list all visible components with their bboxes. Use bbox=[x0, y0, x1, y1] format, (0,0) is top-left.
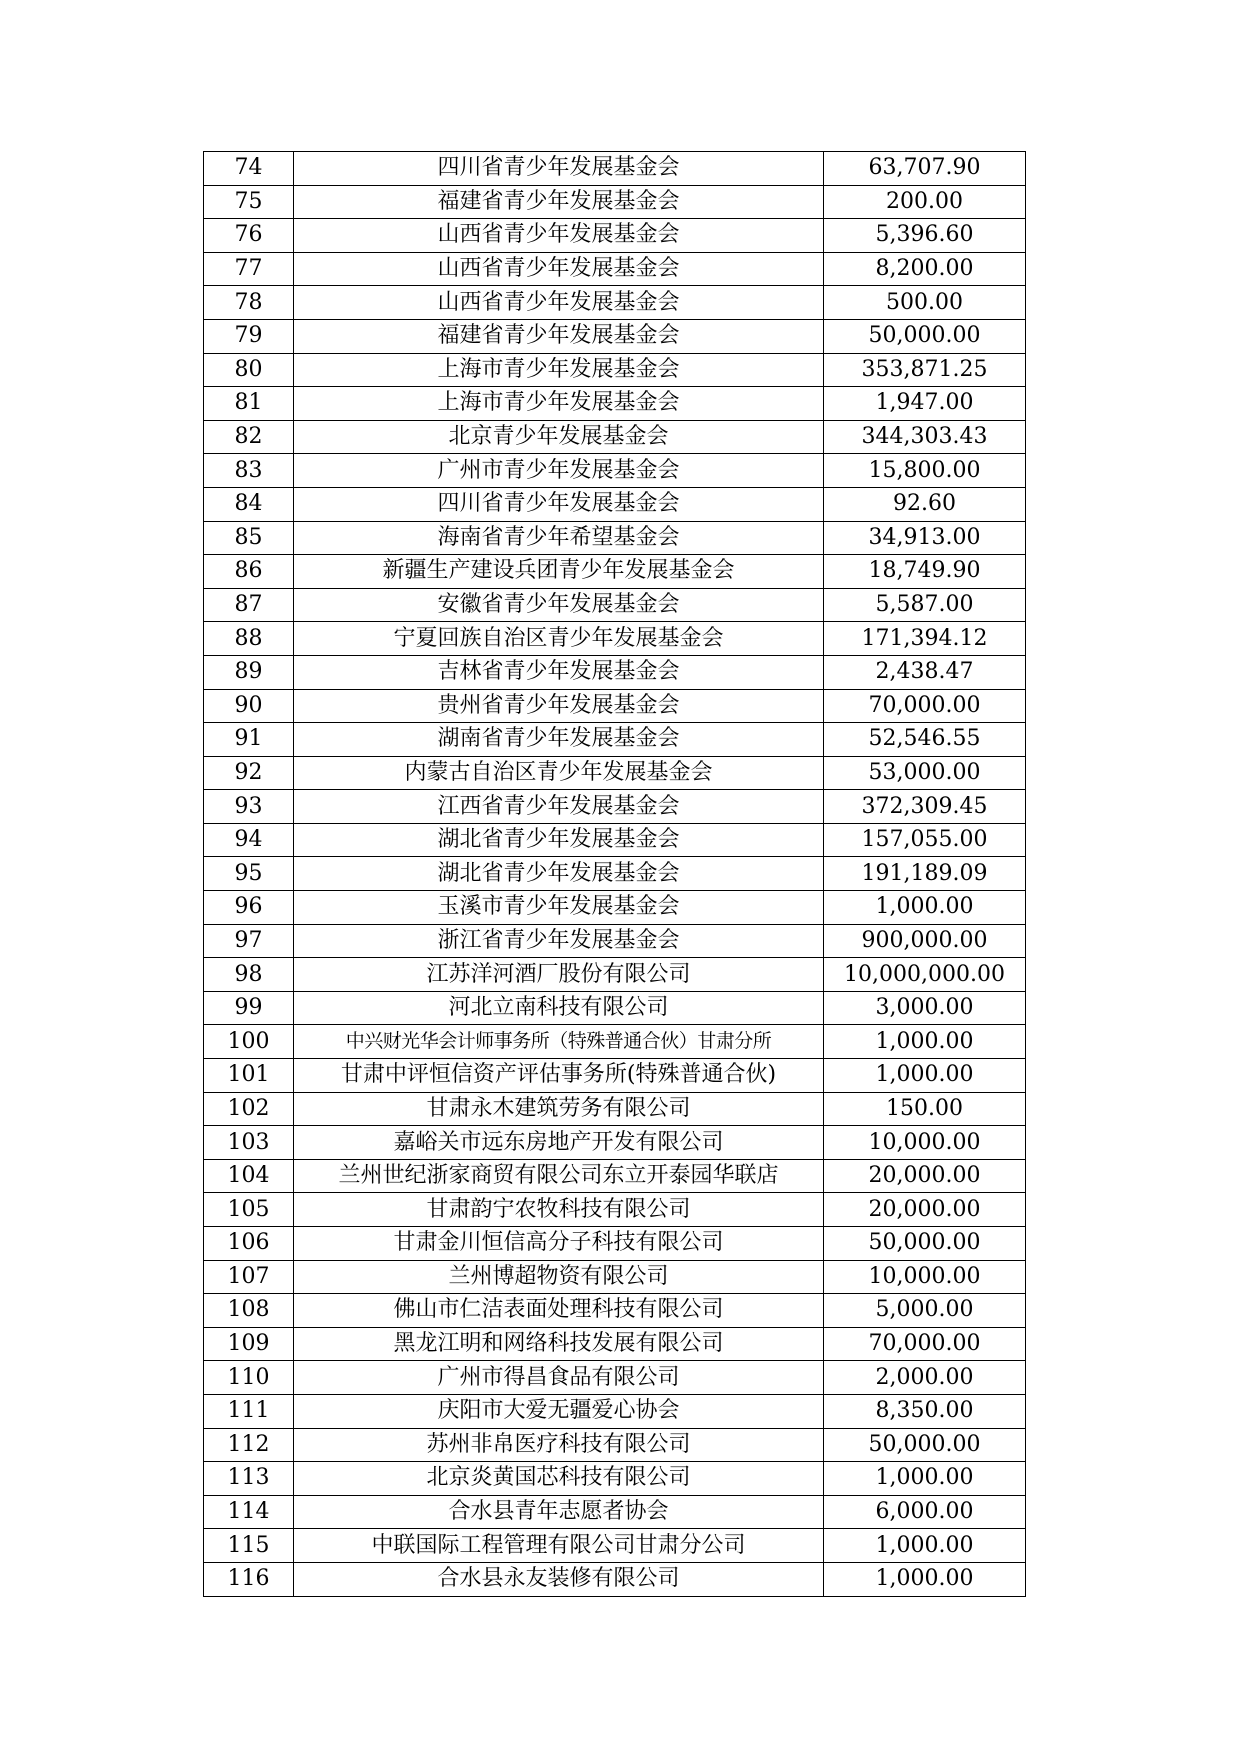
amount-cell: 171,394.12 bbox=[824, 622, 1026, 656]
amount-cell: 34,913.00 bbox=[824, 521, 1026, 555]
table-row bbox=[204, 723, 1026, 757]
row-number-cell: 92 bbox=[204, 756, 294, 790]
row-number-cell: 97 bbox=[204, 924, 294, 958]
table-row bbox=[204, 588, 1026, 622]
row-number-cell: 95 bbox=[204, 857, 294, 891]
row-number-cell: 105 bbox=[204, 1193, 294, 1227]
donor-name-cell: 上海市青少年发展基金会 bbox=[294, 387, 824, 421]
donor-name-cell: 吉林省青少年发展基金会 bbox=[294, 655, 824, 689]
amount-cell: 1,000.00 bbox=[824, 1025, 1026, 1059]
row-number-cell: 99 bbox=[204, 991, 294, 1025]
donor-name-cell: 玉溪市青少年发展基金会 bbox=[294, 891, 824, 925]
table-row bbox=[204, 1025, 1026, 1059]
table-row bbox=[204, 790, 1026, 824]
table-row bbox=[204, 387, 1026, 421]
donor-name-cell: 兰州博超物资有限公司 bbox=[294, 1260, 824, 1294]
amount-cell: 50,000.00 bbox=[824, 319, 1026, 353]
table-row bbox=[204, 1462, 1026, 1496]
donor-name-cell: 广州市青少年发展基金会 bbox=[294, 454, 824, 488]
donor-name-cell: 广州市得昌食品有限公司 bbox=[294, 1361, 824, 1395]
table-row bbox=[204, 521, 1026, 555]
amount-cell: 3,000.00 bbox=[824, 991, 1026, 1025]
donor-name-cell: 中联国际工程管理有限公司甘肃分公司 bbox=[294, 1529, 824, 1563]
row-number-cell: 108 bbox=[204, 1294, 294, 1328]
amount-cell: 1,000.00 bbox=[824, 1562, 1026, 1596]
donor-name-cell: 宁夏回族自治区青少年发展基金会 bbox=[294, 622, 824, 656]
donor-name-cell: 山西省青少年发展基金会 bbox=[294, 286, 824, 320]
amount-cell: 20,000.00 bbox=[824, 1159, 1026, 1193]
table-row bbox=[204, 1260, 1026, 1294]
table-row bbox=[204, 891, 1026, 925]
row-number-cell: 79 bbox=[204, 319, 294, 353]
amount-cell: 10,000,000.00 bbox=[824, 958, 1026, 992]
amount-cell: 191,189.09 bbox=[824, 857, 1026, 891]
table-row bbox=[204, 1495, 1026, 1529]
amount-cell: 2,438.47 bbox=[824, 655, 1026, 689]
donor-name-cell: 江西省青少年发展基金会 bbox=[294, 790, 824, 824]
donor-name-cell: 浙江省青少年发展基金会 bbox=[294, 924, 824, 958]
table-row bbox=[204, 1394, 1026, 1428]
amount-cell: 353,871.25 bbox=[824, 353, 1026, 387]
amount-cell: 900,000.00 bbox=[824, 924, 1026, 958]
table-row bbox=[204, 991, 1026, 1025]
row-number-cell: 93 bbox=[204, 790, 294, 824]
amount-cell: 20,000.00 bbox=[824, 1193, 1026, 1227]
table-row bbox=[204, 420, 1026, 454]
donor-name-cell: 苏州非帛医疗科技有限公司 bbox=[294, 1428, 824, 1462]
amount-cell: 5,000.00 bbox=[824, 1294, 1026, 1328]
table-row bbox=[204, 1059, 1026, 1093]
amount-cell: 5,587.00 bbox=[824, 588, 1026, 622]
donor-name-cell: 海南省青少年希望基金会 bbox=[294, 521, 824, 555]
amount-cell: 15,800.00 bbox=[824, 454, 1026, 488]
table-row bbox=[204, 353, 1026, 387]
donor-name-cell: 庆阳市大爱无疆爱心协会 bbox=[294, 1394, 824, 1428]
donor-name-cell: 四川省青少年发展基金会 bbox=[294, 487, 824, 521]
donor-name-cell: 合水县青年志愿者协会 bbox=[294, 1495, 824, 1529]
amount-cell: 1,000.00 bbox=[824, 1529, 1026, 1563]
row-number-cell: 87 bbox=[204, 588, 294, 622]
donor-name-cell: 甘肃中评恒信资产评估事务所(特殊普通合伙) bbox=[294, 1059, 824, 1093]
row-number-cell: 106 bbox=[204, 1227, 294, 1261]
row-number-cell: 77 bbox=[204, 252, 294, 286]
table-row bbox=[204, 1361, 1026, 1395]
donor-name-cell: 黑龙江明和网络科技发展有限公司 bbox=[294, 1327, 824, 1361]
donor-name-cell: 贵州省青少年发展基金会 bbox=[294, 689, 824, 723]
donor-name-cell: 上海市青少年发展基金会 bbox=[294, 353, 824, 387]
amount-cell: 50,000.00 bbox=[824, 1227, 1026, 1261]
row-number-cell: 109 bbox=[204, 1327, 294, 1361]
row-number-cell: 80 bbox=[204, 353, 294, 387]
table-row bbox=[204, 185, 1026, 219]
row-number-cell: 76 bbox=[204, 219, 294, 253]
donor-name-cell: 佛山市仁洁表面处理科技有限公司 bbox=[294, 1294, 824, 1328]
amount-cell: 1,947.00 bbox=[824, 387, 1026, 421]
amount-cell: 150.00 bbox=[824, 1092, 1026, 1126]
table-row bbox=[204, 1562, 1026, 1596]
amount-cell: 200.00 bbox=[824, 185, 1026, 219]
donor-name-cell: 安徽省青少年发展基金会 bbox=[294, 588, 824, 622]
row-number-cell: 102 bbox=[204, 1092, 294, 1126]
donor-name-cell: 福建省青少年发展基金会 bbox=[294, 319, 824, 353]
row-number-cell: 100 bbox=[204, 1025, 294, 1059]
donor-name-cell: 山西省青少年发展基金会 bbox=[294, 252, 824, 286]
donor-name-cell: 湖南省青少年发展基金会 bbox=[294, 723, 824, 757]
table-row bbox=[204, 555, 1026, 589]
row-number-cell: 115 bbox=[204, 1529, 294, 1563]
table-row bbox=[204, 1327, 1026, 1361]
row-number-cell: 116 bbox=[204, 1562, 294, 1596]
amount-cell: 63,707.90 bbox=[824, 152, 1026, 186]
table-row bbox=[204, 689, 1026, 723]
amount-cell: 10,000.00 bbox=[824, 1126, 1026, 1160]
donor-name-cell: 甘肃金川恒信高分子科技有限公司 bbox=[294, 1227, 824, 1261]
donation-table bbox=[203, 151, 1026, 1597]
table-row bbox=[204, 1193, 1026, 1227]
amount-cell: 500.00 bbox=[824, 286, 1026, 320]
row-number-cell: 111 bbox=[204, 1394, 294, 1428]
table-row bbox=[204, 219, 1026, 253]
row-number-cell: 103 bbox=[204, 1126, 294, 1160]
amount-cell: 53,000.00 bbox=[824, 756, 1026, 790]
donor-name-cell: 湖北省青少年发展基金会 bbox=[294, 857, 824, 891]
donor-name-cell: 甘肃韵宁农牧科技有限公司 bbox=[294, 1193, 824, 1227]
table-row bbox=[204, 454, 1026, 488]
table-row bbox=[204, 152, 1026, 186]
row-number-cell: 107 bbox=[204, 1260, 294, 1294]
table-row bbox=[204, 319, 1026, 353]
amount-cell: 70,000.00 bbox=[824, 1327, 1026, 1361]
donor-name-cell: 甘肃永木建筑劳务有限公司 bbox=[294, 1092, 824, 1126]
row-number-cell: 90 bbox=[204, 689, 294, 723]
table-row bbox=[204, 958, 1026, 992]
row-number-cell: 83 bbox=[204, 454, 294, 488]
donor-name-cell: 中兴财光华会计师事务所（特殊普通合伙）甘肃分所 bbox=[294, 1025, 824, 1059]
row-number-cell: 98 bbox=[204, 958, 294, 992]
table-row bbox=[204, 1294, 1026, 1328]
table-row bbox=[204, 1126, 1026, 1160]
table-row bbox=[204, 252, 1026, 286]
amount-cell: 18,749.90 bbox=[824, 555, 1026, 589]
table-row bbox=[204, 286, 1026, 320]
amount-cell: 50,000.00 bbox=[824, 1428, 1026, 1462]
amount-cell: 344,303.43 bbox=[824, 420, 1026, 454]
table-row bbox=[204, 857, 1026, 891]
donation-table-body bbox=[204, 152, 1026, 1597]
donor-name-cell: 北京炎黄国芯科技有限公司 bbox=[294, 1462, 824, 1496]
donor-name-cell: 四川省青少年发展基金会 bbox=[294, 152, 824, 186]
amount-cell: 8,200.00 bbox=[824, 252, 1026, 286]
row-number-cell: 75 bbox=[204, 185, 294, 219]
donor-name-cell: 北京青少年发展基金会 bbox=[294, 420, 824, 454]
row-number-cell: 82 bbox=[204, 420, 294, 454]
amount-cell: 157,055.00 bbox=[824, 823, 1026, 857]
donor-name-cell: 嘉峪关市远东房地产开发有限公司 bbox=[294, 1126, 824, 1160]
amount-cell: 5,396.60 bbox=[824, 219, 1026, 253]
row-number-cell: 91 bbox=[204, 723, 294, 757]
table-row bbox=[204, 622, 1026, 656]
row-number-cell: 112 bbox=[204, 1428, 294, 1462]
donor-name-cell: 新疆生产建设兵团青少年发展基金会 bbox=[294, 555, 824, 589]
amount-cell: 2,000.00 bbox=[824, 1361, 1026, 1395]
row-number-cell: 74 bbox=[204, 152, 294, 186]
donor-name-cell: 江苏洋河酒厂股份有限公司 bbox=[294, 958, 824, 992]
amount-cell: 6,000.00 bbox=[824, 1495, 1026, 1529]
row-number-cell: 96 bbox=[204, 891, 294, 925]
table-row bbox=[204, 655, 1026, 689]
amount-cell: 92.60 bbox=[824, 487, 1026, 521]
table-row bbox=[204, 1428, 1026, 1462]
row-number-cell: 101 bbox=[204, 1059, 294, 1093]
table-row bbox=[204, 1092, 1026, 1126]
table-row bbox=[204, 1529, 1026, 1563]
donor-name-cell: 福建省青少年发展基金会 bbox=[294, 185, 824, 219]
table-row bbox=[204, 487, 1026, 521]
amount-cell: 70,000.00 bbox=[824, 689, 1026, 723]
donor-name-cell: 湖北省青少年发展基金会 bbox=[294, 823, 824, 857]
table-row bbox=[204, 1227, 1026, 1261]
row-number-cell: 94 bbox=[204, 823, 294, 857]
row-number-cell: 114 bbox=[204, 1495, 294, 1529]
donor-name-cell: 内蒙古自治区青少年发展基金会 bbox=[294, 756, 824, 790]
row-number-cell: 81 bbox=[204, 387, 294, 421]
amount-cell: 1,000.00 bbox=[824, 891, 1026, 925]
amount-cell: 372,309.45 bbox=[824, 790, 1026, 824]
row-number-cell: 84 bbox=[204, 487, 294, 521]
row-number-cell: 85 bbox=[204, 521, 294, 555]
donor-name-cell: 河北立南科技有限公司 bbox=[294, 991, 824, 1025]
row-number-cell: 86 bbox=[204, 555, 294, 589]
amount-cell: 10,000.00 bbox=[824, 1260, 1026, 1294]
row-number-cell: 110 bbox=[204, 1361, 294, 1395]
table-row bbox=[204, 756, 1026, 790]
donor-name-cell: 兰州世纪浙家商贸有限公司东立开泰园华联店 bbox=[294, 1159, 824, 1193]
amount-cell: 1,000.00 bbox=[824, 1462, 1026, 1496]
amount-cell: 52,546.55 bbox=[824, 723, 1026, 757]
row-number-cell: 89 bbox=[204, 655, 294, 689]
table-row bbox=[204, 823, 1026, 857]
amount-cell: 8,350.00 bbox=[824, 1394, 1026, 1428]
donor-name-cell: 山西省青少年发展基金会 bbox=[294, 219, 824, 253]
donor-name-cell: 合水县永友装修有限公司 bbox=[294, 1562, 824, 1596]
amount-cell: 1,000.00 bbox=[824, 1059, 1026, 1093]
row-number-cell: 113 bbox=[204, 1462, 294, 1496]
table-row bbox=[204, 1159, 1026, 1193]
row-number-cell: 78 bbox=[204, 286, 294, 320]
row-number-cell: 104 bbox=[204, 1159, 294, 1193]
row-number-cell: 88 bbox=[204, 622, 294, 656]
table-row bbox=[204, 924, 1026, 958]
